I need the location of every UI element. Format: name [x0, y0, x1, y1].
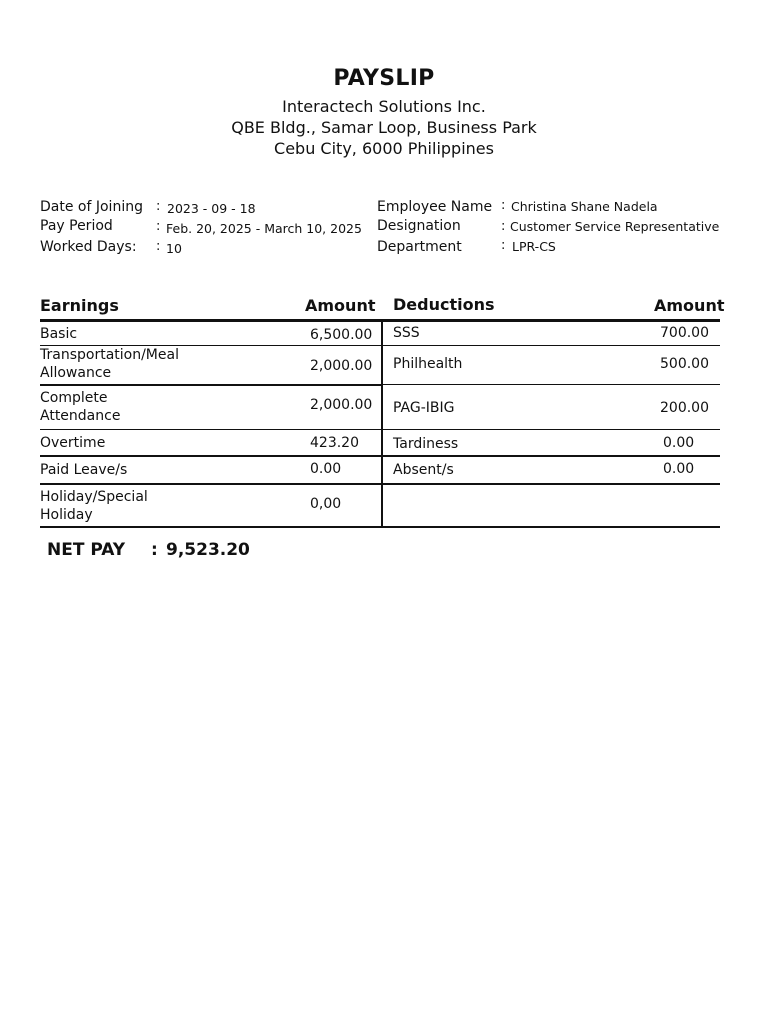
earning-amount-complete-attendance: 2,000.00	[310, 397, 373, 413]
deduction-label-sss: SSS	[393, 325, 420, 341]
deductions-row-divider	[383, 384, 720, 385]
worked-days-label: Worked Days:	[40, 239, 137, 255]
deduction-amount-tardiness: 0.00	[663, 435, 695, 451]
deductions-row-divider	[383, 483, 720, 485]
earning-label-holiday-line2: Holiday	[40, 507, 93, 523]
deduction-amount-philhealth: 500.00	[660, 356, 709, 372]
earning-label-paid-leave: Paid Leave/s	[40, 462, 128, 478]
earning-label-transportation: Transportation/Meal	[40, 347, 179, 363]
employee-name-label: Employee Name	[377, 199, 493, 215]
deduction-amount-pag-ibig: 200.00	[660, 400, 709, 416]
earnings-amount-header: Amount	[305, 296, 376, 315]
deduction-amount-absent: 0.00	[663, 461, 695, 477]
colon: :	[501, 198, 506, 213]
earning-label-holiday: Holiday/Special	[40, 489, 148, 505]
earning-amount-transportation: 2,000.00	[310, 358, 373, 374]
colon: :	[156, 199, 161, 214]
earning-label-overtime: Overtime	[40, 435, 106, 451]
date-of-joining-value: 2023 - 09 - 18	[167, 201, 256, 216]
table-header-rule	[40, 319, 720, 322]
designation-value: Customer Service Representative	[510, 219, 720, 234]
deductions-row-divider	[383, 429, 720, 430]
net-pay-value: 9,523.20	[166, 540, 250, 560]
deductions-row-divider	[383, 455, 720, 457]
colon: :	[156, 219, 161, 234]
company-name: Interactech Solutions Inc.	[282, 97, 486, 116]
pay-period-value: Feb. 20, 2025 - March 10, 2025	[166, 221, 362, 236]
earnings-row-divider	[40, 483, 383, 485]
earnings-row-divider	[40, 455, 383, 457]
department-label: Department	[377, 239, 462, 255]
company-address-line2: Cebu City, 6000 Philippines	[274, 139, 494, 158]
earnings-row-divider	[40, 384, 383, 386]
earning-label-transportation-line2: Allowance	[40, 365, 112, 381]
employee-name-value: Christina Shane Nadela	[511, 199, 658, 214]
table-center-divider	[381, 321, 383, 528]
earning-label-complete-attendance: Complete	[40, 390, 108, 406]
deduction-label-pag-ibig: PAG-IBIG	[393, 400, 455, 416]
deduction-label-philhealth: Philhealth	[393, 356, 463, 372]
date-of-joining-label: Date of Joining	[40, 199, 143, 215]
earnings-header: Earnings	[40, 296, 119, 315]
earnings-row-divider	[40, 429, 383, 430]
department-value: LPR-CS	[512, 239, 556, 254]
deduction-label-tardiness: Tardiness	[393, 436, 459, 452]
deductions-row-divider	[383, 345, 720, 346]
table-bottom-rule	[40, 526, 720, 528]
earning-amount-basic: 6,500.00	[310, 327, 373, 343]
net-pay-label: NET PAY	[47, 540, 126, 560]
colon: :	[501, 219, 506, 234]
worked-days-value: 10	[166, 241, 182, 256]
earning-amount-paid-leave: 0.00	[310, 461, 342, 477]
deduction-amount-sss: 700.00	[660, 325, 709, 341]
payslip-title: PAYSLIP	[333, 66, 435, 91]
earning-amount-holiday: 0,00	[310, 496, 342, 512]
earning-label-complete-attendance-line2: Attendance	[40, 408, 121, 424]
company-address-line1: QBE Bldg., Samar Loop, Business Park	[231, 118, 537, 137]
pay-period-label: Pay Period	[40, 218, 113, 234]
designation-label: Designation	[377, 218, 461, 234]
net-pay-colon: :	[151, 540, 158, 560]
colon: :	[156, 239, 161, 254]
earning-label-basic: Basic	[40, 326, 78, 342]
deductions-amount-header: Amount	[654, 296, 725, 315]
deductions-header: Deductions	[393, 295, 495, 314]
deduction-label-absent: Absent/s	[393, 462, 454, 478]
colon: :	[501, 238, 506, 253]
earning-amount-overtime: 423.20	[310, 435, 359, 451]
